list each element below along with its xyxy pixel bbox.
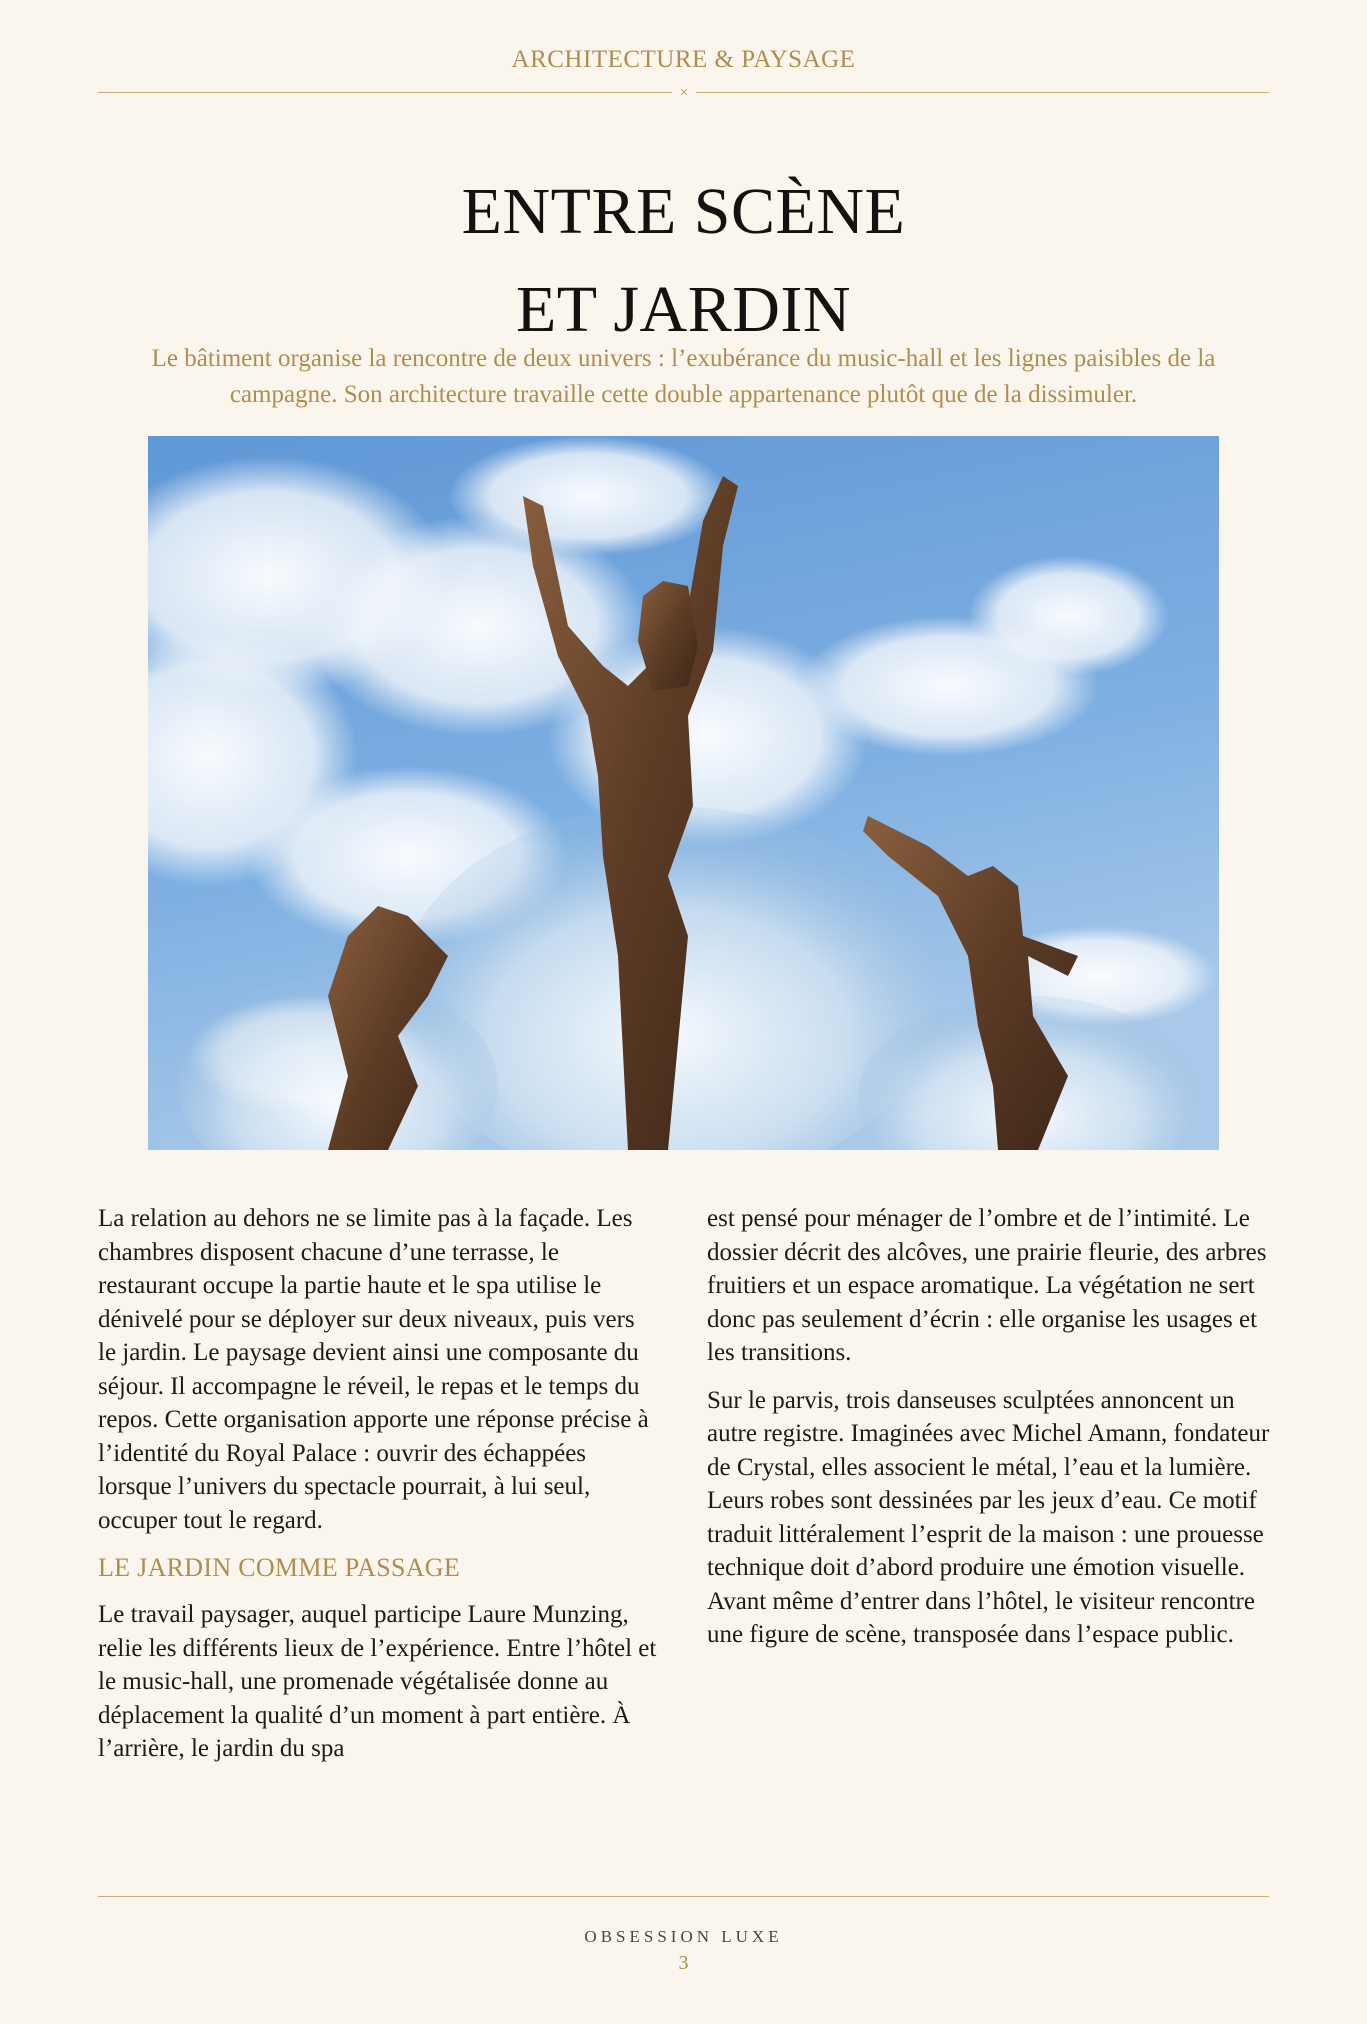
dancer-sculptures-photo bbox=[148, 436, 1219, 1150]
right-column bbox=[707, 1202, 1272, 1666]
title-line-1: ENTRE SCÈNE bbox=[461, 175, 906, 248]
header-rule-left bbox=[98, 92, 672, 93]
page-number: 3 bbox=[678, 1952, 689, 1974]
header-rule-right bbox=[696, 92, 1269, 93]
article-title bbox=[0, 163, 1367, 359]
section-kicker: ARCHITECTURE & PAYSAGE bbox=[511, 46, 856, 73]
publication-name: OBSESSION LUXE bbox=[584, 1927, 783, 1946]
header-ornament: × bbox=[679, 85, 689, 101]
title-line-2: ET JARDIN bbox=[515, 273, 852, 346]
right-paragraph-2: Sur le parvis, trois danseuses sculptées annoncent un autre registre. Imaginées avec Michel Amann, fondateur de Crystal, elles associent le métal, l’eau et la lumière. Leurs robes sont dessinées par les jeux d’eau. Ce motif traduit littéralement l’esprit de la maison : une prouesse technique doit d’abord produire une émotion visuelle. Avant même d’entrer dans l’hôtel, le visiteur rencontre une figure de scène, transposée dans l’espace public. bbox=[707, 1386, 1270, 1648]
footer-rule bbox=[98, 1896, 1269, 1897]
left-paragraph-2: Le travail paysager, auquel participe Laure Munzing, relie les différents lieux de l’expérience. Entre l’hôtel et le music-hall, une promenade végétalisée donne au déplacement la qualité d’un moment à part entière. À l’arrière, le jardin du spa bbox=[98, 1601, 657, 1762]
right-paragraph-1: est pensé pour ménager de l’ombre et de l’intimité. Le dossier décrit des alcôves, une prairie fleurie, des arbres fruitiers et un espace aromatique. La végétation ne sert donc pas seulement d’écrin : elle organise les usages et les transitions. bbox=[707, 1205, 1267, 1366]
left-column bbox=[98, 1202, 658, 1780]
left-paragraph-1: La relation au dehors ne se limite pas à la façade. Les chambres disposent chacune d’une terrasse, le restaurant occupe la partie haute et le spa utilise le dénivelé pour se déployer sur deux niveaux, puis vers le jardin. Le paysage devient ainsi une composante du séjour. Il accompagne le réveil, le repas et le temps du repos. Cette organisation apporte une réponse précise à l’identité du Royal Palace : ouvrir des échappées lorsque l’univers du spectacle pourrait, à lui seul, occuper tout le regard. bbox=[98, 1205, 649, 1534]
article-lede: Le bâtiment organise la rencontre de deux univers : l’exubérance du music-hall et les lignes paisibles de la campagne. Son architecture travaille cette double appartenance plutôt que de la dissimuler. bbox=[151, 345, 1216, 408]
section-subhead: LE JARDIN COMME PASSAGE bbox=[98, 1553, 461, 1582]
